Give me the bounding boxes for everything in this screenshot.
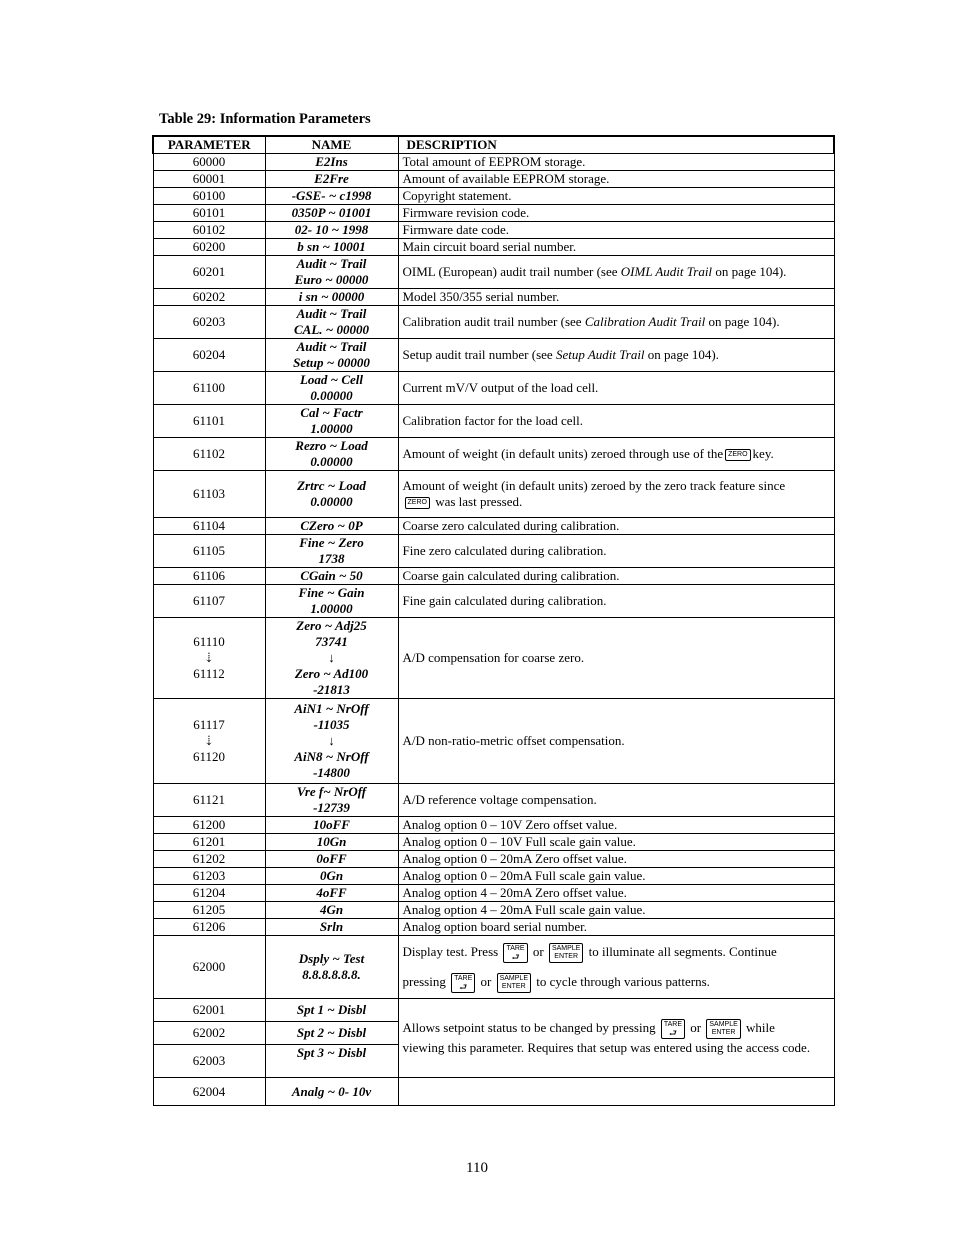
description-cell: Total amount of EEPROM storage. — [398, 154, 834, 171]
desc-text: or — [690, 1019, 702, 1035]
table-row — [153, 205, 834, 222]
name-cell: i sn ~ 00000 — [265, 289, 398, 306]
table-row — [153, 885, 834, 902]
tare-key-label: TARE — [506, 945, 525, 953]
param-cell: 61201 — [153, 834, 265, 851]
range-end: 61120 — [192, 749, 226, 764]
name-cell: CGain ~ 50 — [265, 568, 398, 585]
desc-text: or — [532, 944, 544, 959]
cross-reference: OIML Audit Trail — [620, 264, 713, 279]
enter-key-label: ENTER — [711, 1029, 736, 1036]
param-cell: 61204 — [153, 885, 265, 902]
desc-text: Amount of weight (in default units) zeroed by the zero track feature since — [402, 478, 786, 493]
name-line-1: Audit ~ Trail — [296, 256, 367, 271]
range-arrow-icon: ⇣ — [203, 650, 215, 665]
name-line-2: 0.00000 — [310, 494, 353, 509]
name-cell: E2Fre — [265, 171, 398, 188]
description-cell — [398, 339, 834, 372]
param-cell: 61205 — [153, 902, 265, 919]
desc-text: Amount of weight (in default units) zeroed through use of the — [402, 446, 724, 461]
sample-enter-key-icon — [549, 943, 583, 963]
description-cell: Analog option 0 – 10V Zero offset value. — [398, 817, 834, 834]
name-cell: 0350P ~ 01001 — [265, 205, 398, 222]
tare-key-icon — [503, 943, 527, 963]
name-line-2: -12739 — [313, 800, 350, 815]
name-line-2: 1.00000 — [310, 421, 353, 436]
name-line-1: AiN1 ~ NrOff — [294, 701, 369, 716]
description-cell: Model 350/355 serial number. — [398, 289, 834, 306]
enter-key-label: ENTER — [554, 953, 579, 961]
desc-text: or — [480, 974, 492, 989]
information-parameters-table — [152, 135, 835, 1106]
param-cell: 60101 — [153, 205, 265, 222]
description-cell — [398, 936, 834, 999]
cross-reference: Calibration Audit Trail — [584, 314, 706, 329]
name-cell — [265, 618, 398, 699]
table-row — [153, 339, 834, 372]
table-row — [153, 188, 834, 205]
sample-enter-key-icon — [497, 973, 531, 993]
name-cell — [265, 585, 398, 618]
param-cell: 62003 — [153, 1045, 265, 1078]
name-cell: E2Ins — [265, 154, 398, 171]
name-cell — [265, 405, 398, 438]
description-cell — [398, 306, 834, 339]
down-arrow-icon: ↓ — [328, 650, 335, 665]
desc-text: Setup audit trail number (see — [402, 347, 556, 362]
name-line-1: Audit ~ Trail — [296, 306, 367, 321]
table-row — [153, 868, 834, 885]
name-line-2: 0.00000 — [310, 388, 353, 403]
param-cell: 61100 — [153, 372, 265, 405]
desc-text: pressing — [402, 974, 446, 989]
name-line-1: Vre f~ NrOff — [296, 784, 367, 799]
param-cell: 62001 — [153, 999, 265, 1022]
sample-key-label: SAMPLE — [709, 1021, 738, 1028]
tare-key-label: TARE — [454, 975, 473, 983]
table-row — [153, 784, 834, 817]
description-cell: A/D compensation for coarse zero. — [398, 618, 834, 699]
page-number: 110 — [466, 1160, 488, 1176]
table-caption: Table 29: Information Parameters — [159, 111, 371, 127]
description-cell — [398, 999, 834, 1078]
name-line-2: 73741 — [315, 634, 348, 649]
param-cell: 61104 — [153, 518, 265, 535]
description-cell: Analog option 0 – 20mA Zero offset value. — [398, 851, 834, 868]
param-range-cell — [153, 618, 265, 699]
description-cell: Amount of available EEPROM storage. — [398, 171, 834, 188]
description-cell: Analog option 4 – 20mA Zero offset value. — [398, 885, 834, 902]
name-cell: 0oFF — [265, 851, 398, 868]
name-cell: b sn ~ 10001 — [265, 239, 398, 256]
param-cell: 60204 — [153, 339, 265, 372]
name-cell: Spt 1 ~ Disbl — [265, 999, 398, 1022]
description-cell: Analog option 0 – 10V Full scale gain value. — [398, 834, 834, 851]
down-arrow-icon: ↓ — [328, 733, 335, 748]
name-line-3: Zero ~ Ad100 — [294, 666, 369, 681]
name-cell — [265, 306, 398, 339]
description-cell: Fine gain calculated during calibration. — [398, 585, 834, 618]
name-cell: Spt 2 ~ Disbl — [265, 1022, 398, 1045]
description-cell: Firmware revision code. — [398, 205, 834, 222]
table-row — [153, 289, 834, 306]
name-cell: CZero ~ 0P — [265, 518, 398, 535]
desc-text: on page 104). — [712, 264, 787, 279]
header-parameter: PARAMETER — [153, 136, 265, 154]
zero-key-label: ZERO — [407, 499, 427, 507]
param-cell: 61203 — [153, 868, 265, 885]
table-header-row — [153, 136, 834, 154]
param-cell: 62004 — [153, 1078, 265, 1106]
table-row — [153, 372, 834, 405]
range-end: 61112 — [193, 666, 225, 681]
param-cell: 61202 — [153, 851, 265, 868]
description-cell — [398, 256, 834, 289]
table-row — [153, 568, 834, 585]
tare-key-symbol: ⮐ — [668, 1028, 677, 1038]
table-row — [153, 699, 834, 784]
name-line-1: Fine ~ Zero — [299, 535, 364, 550]
description-cell: Main circuit board serial number. — [398, 239, 834, 256]
sample-enter-key-icon — [706, 1019, 740, 1039]
table-row — [153, 405, 834, 438]
name-line-2: CAL. ~ 00000 — [294, 322, 369, 337]
name-line-2: Setup ~ 00000 — [293, 355, 370, 370]
description-cell — [398, 438, 834, 471]
description-cell: Copyright statement. — [398, 188, 834, 205]
name-line-2: 1.00000 — [310, 601, 353, 616]
tare-key-symbol: ⮐ — [511, 952, 520, 963]
zero-key-label: ZERO — [728, 451, 748, 459]
param-cell: 61103 — [153, 471, 265, 518]
desc-text: to illuminate all segments. Continue — [588, 944, 777, 959]
description-cell — [398, 1078, 834, 1106]
name-line-2: 8.8.8.8.8.8. — [302, 967, 361, 982]
name-cell: Spt 3 ~ Disbl — [265, 1045, 398, 1078]
enter-key-label: ENTER — [501, 983, 526, 991]
param-cell: 61106 — [153, 568, 265, 585]
name-cell: 10oFF — [265, 817, 398, 834]
description-cell: Current mV/V output of the load cell. — [398, 372, 834, 405]
name-cell: 4oFF — [265, 885, 398, 902]
table-row — [153, 902, 834, 919]
table-row — [153, 471, 834, 518]
name-cell — [265, 699, 398, 784]
param-cell: 60201 — [153, 256, 265, 289]
description-cell: Analog option board serial number. — [398, 919, 834, 936]
param-cell: 60102 — [153, 222, 265, 239]
table-row — [153, 851, 834, 868]
param-range-cell — [153, 699, 265, 784]
name-cell — [265, 784, 398, 817]
name-line-1: Rezro ~ Load — [295, 438, 368, 453]
name-cell: -GSE- ~ c1998 — [265, 188, 398, 205]
name-cell — [265, 372, 398, 405]
table-row — [153, 999, 834, 1022]
param-cell: 60000 — [153, 154, 265, 171]
desc-text: while — [746, 1019, 775, 1035]
name-line-2: 0.00000 — [310, 454, 353, 469]
name-cell — [265, 471, 398, 518]
param-cell: 60200 — [153, 239, 265, 256]
table-row — [153, 222, 834, 239]
description-cell: Calibration factor for the load cell. — [398, 405, 834, 438]
table-row — [153, 438, 834, 471]
desc-text: viewing this parameter. Requires that setup was entered using the access code. — [402, 1040, 811, 1055]
param-cell: 60202 — [153, 289, 265, 306]
desc-text: on page 104). — [644, 347, 719, 362]
name-cell — [265, 936, 398, 999]
param-cell: 62000 — [153, 936, 265, 999]
name-cell: Analg ~ 0- 10v — [265, 1078, 398, 1106]
name-cell — [265, 535, 398, 568]
description-cell: Analog option 0 – 20mA Full scale gain value. — [398, 868, 834, 885]
table-row — [153, 936, 834, 999]
desc-text: key. — [752, 446, 774, 461]
name-line-1: Cal ~ Factr — [300, 405, 363, 420]
name-line-1: Dsply ~ Test — [298, 951, 365, 966]
param-cell: 61105 — [153, 535, 265, 568]
name-cell: 4Gn — [265, 902, 398, 919]
name-line-2: -11035 — [313, 717, 350, 732]
table-row — [153, 535, 834, 568]
param-cell: 62002 — [153, 1022, 265, 1045]
tare-key-icon — [661, 1019, 685, 1039]
table-row — [153, 834, 834, 851]
desc-text: was last pressed. — [435, 494, 523, 509]
desc-text: Display test. Press — [402, 944, 499, 959]
description-cell: Coarse gain calculated during calibration. — [398, 568, 834, 585]
name-line-1: Audit ~ Trail — [296, 339, 367, 354]
description-cell: Fine zero calculated during calibration. — [398, 535, 834, 568]
name-line-1: Zrtrc ~ Load — [297, 478, 366, 493]
name-line-4: -14800 — [313, 765, 350, 780]
param-cell: 60001 — [153, 171, 265, 188]
desc-text: Calibration audit trail number (see — [402, 314, 585, 329]
name-cell — [265, 256, 398, 289]
description-cell: Analog option 4 – 20mA Full scale gain value. — [398, 902, 834, 919]
sample-key-label: SAMPLE — [499, 975, 528, 983]
description-cell: Coarse zero calculated during calibration. — [398, 518, 834, 535]
name-line-1: Fine ~ Gain — [298, 585, 365, 600]
zero-key-icon — [405, 497, 430, 509]
table-row — [153, 306, 834, 339]
name-cell: Srln — [265, 919, 398, 936]
table-row — [153, 518, 834, 535]
tare-key-label: TARE — [663, 1021, 683, 1028]
name-cell: 10Gn — [265, 834, 398, 851]
name-line-2: Euro ~ 00000 — [294, 272, 369, 287]
param-cell: 61101 — [153, 405, 265, 438]
name-cell: 0Gn — [265, 868, 398, 885]
table-row — [153, 817, 834, 834]
name-line-4: -21813 — [313, 682, 350, 697]
table-row — [153, 239, 834, 256]
range-start: 61110 — [193, 634, 225, 649]
sample-key-label: SAMPLE — [551, 945, 581, 953]
desc-text: on page 104). — [705, 314, 780, 329]
desc-text: Allows setpoint status to be changed by pressing — [402, 1019, 656, 1035]
cross-reference: Setup Audit Trail — [555, 347, 645, 362]
param-cell: 61102 — [153, 438, 265, 471]
param-cell: 61206 — [153, 919, 265, 936]
description-cell: A/D reference voltage compensation. — [398, 784, 834, 817]
param-cell: 61107 — [153, 585, 265, 618]
name-cell — [265, 438, 398, 471]
name-line-3: AiN8 ~ NrOff — [294, 749, 369, 764]
desc-text: OIML (European) audit trail number (see — [402, 264, 621, 279]
table-row — [153, 919, 834, 936]
param-cell: 61121 — [153, 784, 265, 817]
table-row — [153, 1078, 834, 1106]
desc-text: to cycle through various patterns. — [536, 974, 710, 989]
table-row — [153, 618, 834, 699]
tare-key-symbol: ⮐ — [459, 982, 468, 993]
name-line-1: Load ~ Cell — [299, 372, 363, 387]
table-row — [153, 256, 834, 289]
param-cell: 60100 — [153, 188, 265, 205]
range-start: 61117 — [193, 717, 225, 732]
name-cell — [265, 339, 398, 372]
name-line-1: Zero ~ Adj25 — [296, 618, 367, 633]
description-cell: A/D non-ratio-metric offset compensation. — [398, 699, 834, 784]
name-cell: 02- 10 ~ 1998 — [265, 222, 398, 239]
tare-key-icon — [451, 973, 475, 993]
table-row — [153, 171, 834, 188]
zero-key-icon — [725, 449, 750, 461]
param-cell: 61200 — [153, 817, 265, 834]
description-cell — [398, 471, 834, 518]
header-description: DESCRIPTION — [398, 136, 834, 154]
name-line-2: 1738 — [318, 551, 345, 566]
table-row — [153, 585, 834, 618]
param-cell: 60203 — [153, 306, 265, 339]
range-arrow-icon: ⇣ — [203, 733, 215, 748]
header-name: NAME — [265, 136, 398, 154]
table-row — [153, 154, 834, 171]
description-cell: Firmware date code. — [398, 222, 834, 239]
